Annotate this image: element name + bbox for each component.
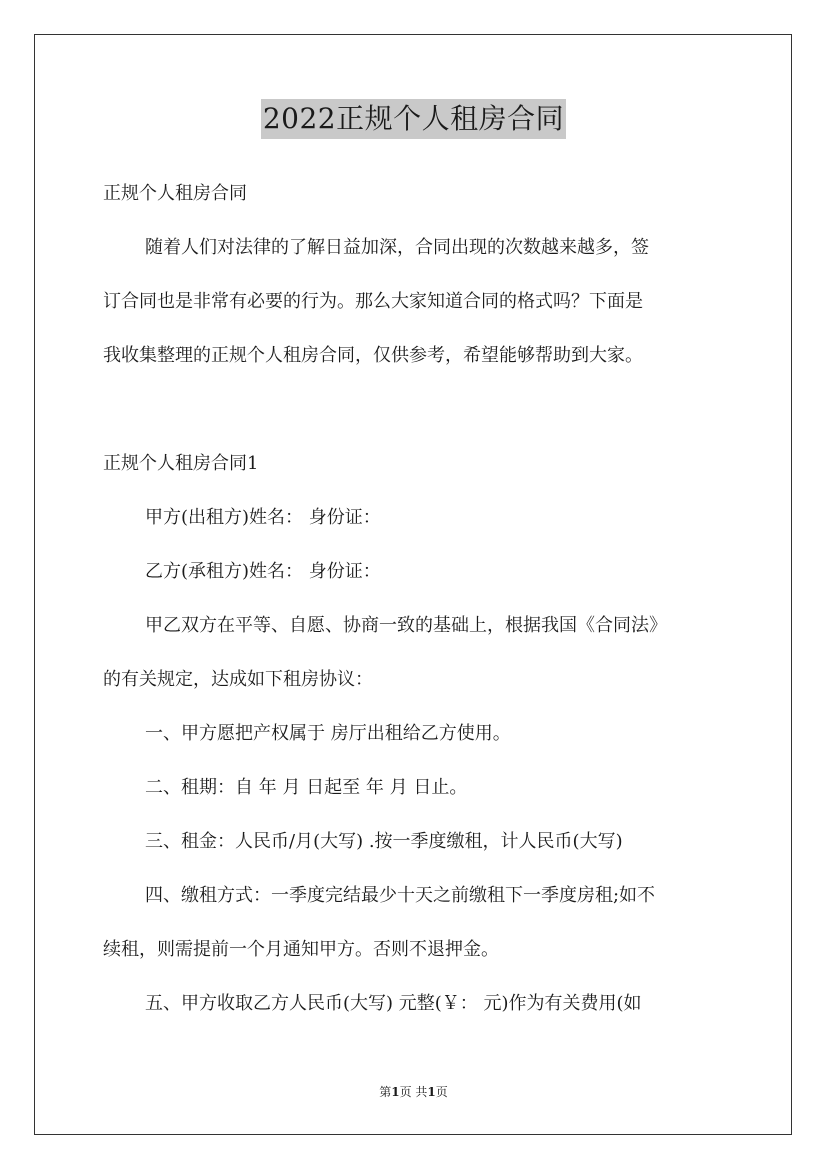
party-a-line: 甲方(出租方)姓名： 身份证： <box>145 507 381 528</box>
clause-1: 一、甲方愿把产权属于 房厅出租给乙方使用。 <box>145 723 511 744</box>
footer-page-number: 1 <box>391 1085 400 1099</box>
clause-5-line-1: 五、甲方收取乙方人民币(大写) 元整(￥： 元)作为有关费用(如 <box>145 993 642 1014</box>
preamble-line-2: 的有关规定，达成如下租房协议： <box>103 669 373 690</box>
footer-total-suffix: 页 <box>435 1085 448 1099</box>
preamble-line-1: 甲乙双方在平等、自愿、协商一致的基础上，根据我国《合同法》 <box>145 615 667 636</box>
footer-page-prefix: 第 <box>379 1085 392 1099</box>
clause-3: 三、租金：人民币/月(大写) .按一季度缴租，计人民币(大写) <box>145 831 623 852</box>
clause-4-line-2: 续租，则需提前一个月通知甲方。否则不退押金。 <box>103 939 499 960</box>
section-heading: 正规个人租房合同 <box>103 183 247 204</box>
contract-heading: 正规个人租房合同1 <box>103 453 259 474</box>
intro-line-1: 随着人们对法律的了解日益加深，合同出现的次数越来越多，签 <box>145 237 649 258</box>
intro-line-2: 订合同也是非常有必要的行为。那么大家知道合同的格式吗？下面是 <box>103 291 643 312</box>
title-container <box>0 99 827 139</box>
party-b-line: 乙方(承租方)姓名： 身份证： <box>145 561 381 582</box>
footer-page-suffix: 页 共 <box>399 1085 428 1099</box>
clause-2: 二、租期：自 年 月 日起至 年 月 日止。 <box>145 777 468 798</box>
footer-total-pages: 1 <box>427 1085 436 1099</box>
document-title: 2022正规个人租房合同 <box>261 99 566 139</box>
page-footer <box>0 1083 827 1101</box>
clause-4-line-1: 四、缴租方式：一季度完结最少十天之前缴租下一季度房租;如不 <box>145 885 656 906</box>
intro-line-3: 我收集整理的正规个人租房合同，仅供参考，希望能够帮助到大家。 <box>103 345 643 366</box>
